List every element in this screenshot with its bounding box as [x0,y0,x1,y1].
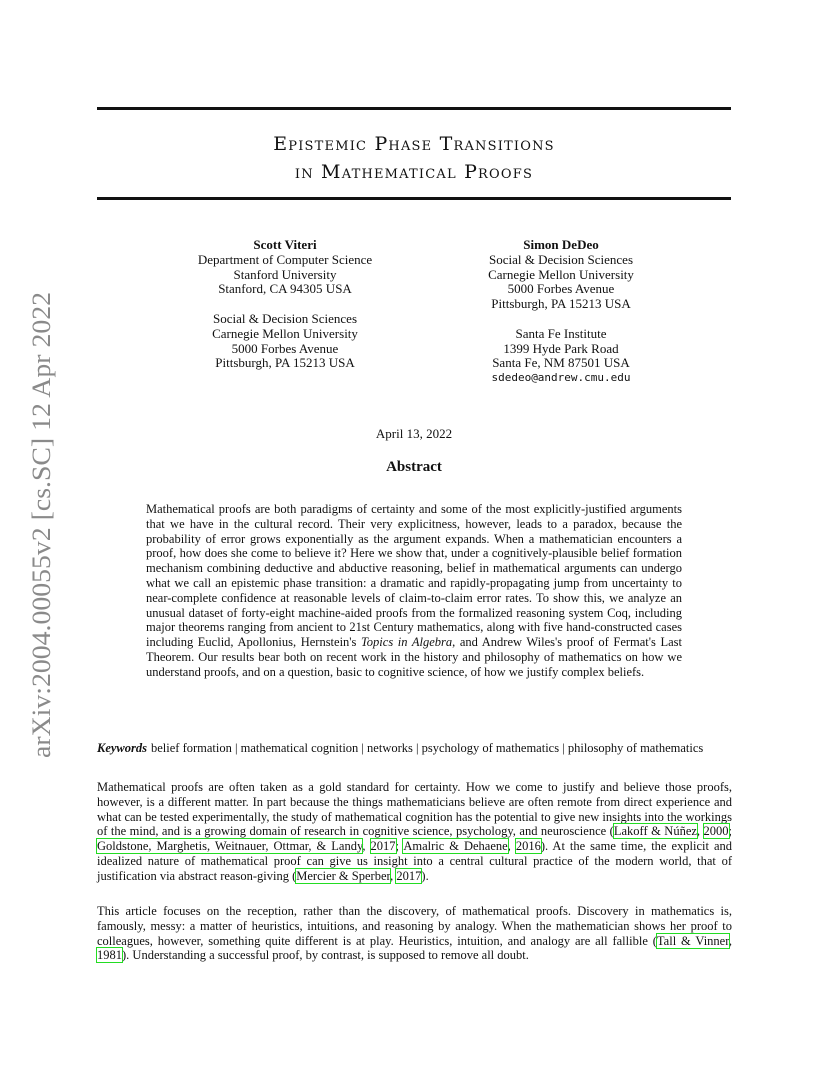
paragraph-text: This article focuses on the reception, rather than the discovery, of mathematical proofs. Discovery in mathematics is, famously, messy: a matter of heuristics, intuitions, and reasoning by analogy. When the mathematician shows her proof to colleagues, however, something quite different is at play. Heuristics, intuition, and analogy are all fallible ( [97,904,732,948]
citation-link[interactable]: 2000 [703,824,729,839]
top-rule [97,107,731,110]
abstract-text: Mathematical proofs are both paradigms of certainty and some of the most explicitly-justified arguments that we have in the cultural record. Their very explicitness, however, leads to a paradox, because the probability of error grows exponentially as the argument expands. When a mathematician encounters a proof, how does she come to believe it? Here we show that, under a cognitively-plausible belief formation mechanism combining deductive and abductive reasoning, belief in mathematical arguments can undergo what we call an epistemic phase transition: a dramatic and rapidly-propagating jump from uncertainty to near-complete confidence at reasonable levels of claim-to-claim error rates. To show this, we analyze an unusual dataset of forty-eight machine-aided proofs from the formalized reasoning system Coq, including major theorems ranging from ancient to 21st Century mathematics, along with five hand-constructed cases including Euclid, Apollonius, Hernstein's [146,502,682,650]
title-line-1: Epistemic Phase Transitions [273,133,555,155]
bottom-title-rule [97,197,731,200]
affiliation-line: Social & Decision Sciences [212,310,358,326]
paragraph-text: , [728,933,733,948]
paragraph-text: , [696,824,704,839]
citation-link[interactable]: Lakoff & Núñez [613,824,697,839]
abstract-heading: Abstract [386,459,442,475]
publication-date: April 13, 2022 [375,426,453,441]
citation-link[interactable]: Goldstone, Marghetis, Weitnauer, Ottmar, & Landy [97,839,363,854]
affiliation-line: 1399 Hyde Park Road [503,340,619,356]
affiliation-line: Social & Decision Sciences [488,251,634,267]
keywords [97,741,732,756]
paragraph-text: ). [421,868,429,883]
abstract-body [146,502,682,680]
keywords-list: belief formation | mathematical cognition | networks | psychology of mathematics | philosophy of mathematics [151,741,704,755]
paragraph-text: Mathematical proofs are often taken as a gold standard for certainty. How we come to justify and believe those proofs, however, is a different matter. In part because the things mathematicians believe are often remote from direct experience and what can be tested experimentally, the study of mathematical cognition has the potential to give new insights into the workings of the mind, and is a growing domain of research in cognitive science, psychology, and neuroscience ( [97,780,732,839]
title-line-2: in Mathematical Proofs [294,161,534,183]
citation-link[interactable]: 2016 [515,839,541,854]
affiliation-line: Santa Fe, NM 87501 USA [492,355,630,371]
abstract-text: , and Andrew Wiles's proof of Fermat's Last Theorem. Our results bear both on recent work in the history and philosophy of mathematics on how we understand proofs, and on a question, basic to cognitive science, of how we justify complex beliefs. [146,635,682,679]
affiliation-line: Pittsburgh, PA 15213 USA [215,355,355,371]
author-block-dedeo [431,238,691,386]
affiliation-line: Santa Fe Institute [515,325,607,341]
paragraph-text: ). Understanding a successful proof, by contrast, is supposed to remove all doubt. [122,948,529,963]
citation-link[interactable]: 2017 [396,868,422,883]
paragraph-text: ). At the same time, the explicit and idealized nature of mathematical proof can give us insight into a central cultural practice of the modern world, that of justification via abstract reason-giving ( [97,839,732,883]
paragraph-text: , [507,839,516,854]
author-block-viteri [155,238,415,371]
author-name: Simon DeDeo [523,237,599,252]
abstract-book-title: Topics in Algebra [361,635,453,650]
paper-title [97,130,731,186]
citation-link[interactable]: Mercier & Sperber [296,868,391,883]
arxiv-identifier [22,290,58,760]
paragraph-text: , [390,868,397,883]
body-paragraph-2 [97,904,732,963]
affiliation-line: Stanford, CA 94305 USA [218,281,352,297]
body-paragraph-1 [97,780,732,884]
citation-link[interactable]: Amalric & Dehaene [403,839,508,854]
affiliation-line: Pittsburgh, PA 15213 USA [491,296,631,312]
author-email: sdedeo@andrew.cmu.edu [491,371,631,385]
author-name: Scott Viteri [253,237,317,252]
affiliation-line: Stanford University [233,266,337,282]
paragraph-text: ; [728,824,733,839]
affiliation-line: Carnegie Mellon University [212,325,358,341]
affiliation-line: Carnegie Mellon University [488,266,634,282]
paragraph-text: , [362,839,371,854]
citation-link[interactable]: Tall & Vinner [656,933,729,948]
paragraph-text: ; [395,839,404,854]
citation-link[interactable]: 2017 [370,839,396,854]
keywords-heading: Keywords [97,741,147,755]
citation-link[interactable]: 1981 [97,948,122,963]
arxiv-identifier-text: arXiv:2004.00055v2 [cs.SC] 12 Apr 2022 [26,313,56,758]
affiliation-line: 5000 Forbes Avenue [231,340,339,356]
affiliation-line: Department of Computer Science [197,251,373,267]
affiliation-line: 5000 Forbes Avenue [507,281,615,297]
